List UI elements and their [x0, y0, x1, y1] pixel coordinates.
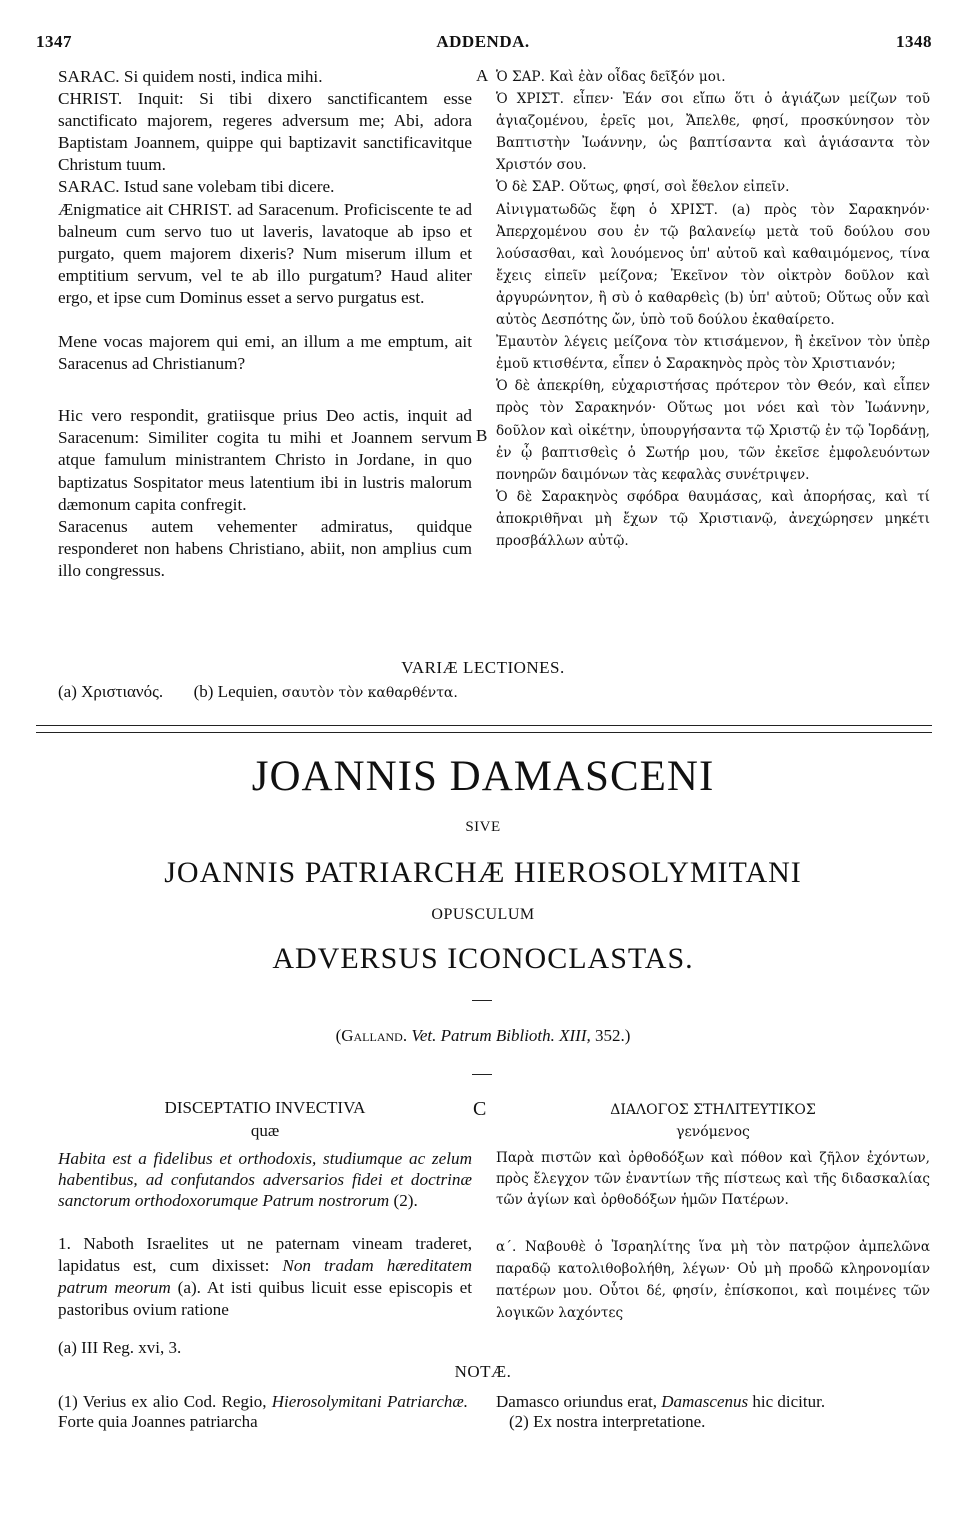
greek-paragraph: Ὁ ΧΡΙΣΤ. εἶπεν· Ἐάν σοι εἴπω ὅτι ὁ ἁγιάζων μείζων τοῦ ἁγιαζομένου, ἐρεῖς μοι, Ἄπελθε, φησί, προσκύνησον τὸν Βαπτιστὴν Ἰωάννην, ὡς βαπτίσαντα καὶ ἁγιάσαντα τὸν Χριστόν σου. — [496, 91, 930, 174]
work-title-author: JOANNIS DAMASCENI — [251, 753, 715, 800]
notae-heading: NOTÆ. — [454, 1362, 512, 1381]
work-title-opusculum: OPUSCULUM — [431, 906, 535, 923]
greek-paragraph: Ὁ δὲ Σαρακηνὸς σφόδρα θαυμάσας, καὶ ἀπορήσας, καὶ τί ἀποκριθῆναι μὴ ἔχων τῷ Χριστιανῷ, ἀνεχώρησεν μηκέτι προσβάλλων αὐτῷ. — [496, 488, 930, 549]
note-1 — [58, 1392, 468, 1432]
greek-text-column — [496, 66, 930, 552]
latin-paragraph: CHRIST. Inquit: Si tibi dixero sanctificantem esse sanctificato majorem, regeres adversum me; Abi, adora Baptistam Joannem, quippe qui baptizavit sanctificavitque Christum tuum. — [58, 89, 472, 175]
note-2: (2) Ex nostra interpretatione. — [509, 1412, 706, 1431]
latin-paragraph: Hic vero respondit, gratiisque prius Deo actis, inquit ad Saracenum: Similiter cogita tu mihi et Joannem servum atque famulum ministrantem Christo in Jordane, in quo baptizatus Sospitator meus latentium ibi in lustris malorum dæmonum capita confregit. — [58, 406, 472, 514]
latin-section-description — [58, 1148, 472, 1211]
spacer — [58, 375, 472, 405]
source-citation — [0, 1026, 966, 1046]
paragraph-number: 1. — [58, 1234, 71, 1253]
variant-reading-a — [58, 682, 458, 704]
page-number-left: 1347 — [36, 32, 72, 51]
section-marker-c: C — [473, 1098, 487, 1120]
latin-section-sub: quæ — [250, 1121, 280, 1140]
page-number-right: 1348 — [896, 32, 932, 51]
note-1-cont-italic: Damascenus — [661, 1392, 749, 1411]
latin-para-end: At isti quibus licuit esse episcopis et pastoribus ovium ratione — [58, 1278, 473, 1320]
latin-description-text: Habita est a fidelibus et orthodoxis, studiumque ac zelum habentibus, ad confutandos adversarios fidei et doctrinæ sanctorum orthodoxorumque Patrum nostrorum — [58, 1149, 472, 1210]
note-1-continuation — [496, 1392, 930, 1412]
citation-work: Vet. Patrum Biblioth. XIII, — [411, 1026, 591, 1045]
latin-paragraph: Ænigmatice ait CHRIST. ad Saracenum. Proficiscente te ad balneum cum servo tuo ut laveris, lavatoque ab ipso et purgato, quem majorem dixeris? Num miserum illum et emptitium servum, vel te ab illo purgatum? Haud aliter ergo, et ipse cum Dominus esset a servo purgatus est. — [58, 199, 472, 307]
citation-paren: ( — [335, 1026, 342, 1045]
work-title-adversus: ADVERSUS ICONOCLASTAS. — [272, 942, 694, 975]
latin-paragraph: Mene vocas majorem qui emi, an illum a me emptum, ait Saracenus ad Christianum? — [58, 332, 472, 374]
work-title-patriarch: JOANNIS PATRIARCHÆ HIEROSOLYMITANI — [164, 856, 802, 889]
latin-paragraph-1 — [58, 1233, 472, 1321]
greek-section-sub: γενόμενος — [676, 1124, 750, 1140]
running-title: ADDENDA. — [436, 32, 530, 51]
greek-section-heading: ΔΙΑΛΟΓΟΣ ΣΤΗΛΙΤΕΥΤΙΚΟΣ — [610, 1102, 816, 1118]
citation-author: Galland. — [341, 1026, 408, 1045]
divider-rule — [36, 725, 932, 726]
latin-paragraph: Saracenus autem vehementer admiratus, quidque responderet non habens Christiano, abiit, non amplius cum illo congressus. — [58, 516, 472, 580]
section-marker-a: A — [476, 66, 489, 85]
latin-footnote: (a) III Reg. xvi, 3. — [58, 1338, 182, 1357]
latin-section-heading: DISCEPTATIO INVECTIVA — [164, 1098, 366, 1117]
divider-rule — [36, 732, 932, 733]
note-1-start: (1) Verius ex alio Cod. Regio, — [58, 1392, 267, 1411]
note-1-italic: Hierosolymitani Patriarchæ. — [271, 1392, 469, 1411]
latin-para-start: Naboth Israelites ut ne paternam vineam traderet, lapidatus est, cum dixisset: — [58, 1234, 473, 1276]
note-1-cont-end: hic dicitur. — [752, 1392, 826, 1411]
latin-text-column — [58, 66, 472, 582]
greek-section-description: Παρὰ πιστῶν καὶ ὀρθοδόξων καὶ πόθον καὶ ζῆλον ἐχόντων, πρὸς ἔλεγχον τῶν ἐναντίων τῆς πίστεως καὶ τῆς διδασκαλίας τῶν ἁγίων καὶ ὀρθοδόξων ἡμῶν Πατέρων. — [496, 1150, 930, 1208]
work-title-sive: SIVE — [465, 819, 501, 835]
spacer — [58, 309, 472, 331]
note-1-end: Forte quia Joannes patriarcha — [58, 1412, 258, 1431]
latin-para-quote: Non tradam hæreditatem patrum meorum — [58, 1256, 472, 1298]
greek-paragraph: Ἐμαυτὸν λέγεις μείζονα τὸν κτισάμενον, ἢ ἐκεῖνον τὸν ὑπὲρ ἐμοῦ κτισθέντα, εἶπεν ὁ Σαρακηνὸς πρὸς τὸν Χριστιανόν; — [496, 334, 930, 373]
latin-description-ref: (2). — [393, 1191, 418, 1210]
variant-b-label: (b) Lequien, — [193, 682, 278, 701]
variant-b-greek: σαυτὸν τὸν καθαρθέντα. — [281, 685, 458, 701]
variae-heading: VARIÆ LECTIONES. — [401, 658, 565, 677]
greek-paragraph: Ὁ ΣΑΡ. Καὶ ἐὰν οἶδας δεῖξόν μοι. — [496, 69, 726, 85]
title-dash — [472, 1000, 492, 1001]
section-marker-b: B — [476, 426, 488, 445]
latin-paragraph: SARAC. Si quidem nosti, indica mihi. — [58, 67, 323, 86]
latin-paragraph: SARAC. Istud sane volebam tibi dicere. — [58, 177, 335, 197]
greek-paragraph: Ὁ δὲ ΣΑΡ. Οὕτως, φησί, σοὶ ἔθελον εἰπεῖν. — [496, 179, 790, 196]
citation-number: 352.) — [595, 1026, 631, 1045]
greek-paragraph-1: α΄. Ναβουθὲ ὁ Ἰσραηλίτης ἵνα μὴ τὸν πατρῷον ἀμπελῶνα παραδῷ κατολιθοβολήθη, λέγων· Οὐ μὴ προδῶ κληρονομίαν πατέρων μου. Οὗτοι δέ, φησίν, ἐπίσκοποι, καὶ ποιμένες τῶν λογικῶν λαχόντες — [496, 1239, 930, 1322]
greek-paragraph: Αἰνιγματωδῶς ἔφη ὁ ΧΡΙΣΤ. (a) πρὸς τὸν Σαρακηνόν· Ἀπερχομένου σου ἐν τῷ βαλανείῳ μετὰ τοῦ δούλου σου λούσασθαι, καὶ λουόμενος ὑπ' αὐτοῦ καὶ καθαιμόμενος, τίνα ἔχεις εἰπεῖν μείζονα; Ἐκεῖνον τὸν οἰκτρὸν δοῦλον καὶ ἀργυρώνητον, ἢ σὺ ὁ καθαρθεὶς (b) ὑπ' αὐτοῦ; Οὕτως οὖν καὶ αὐτὸς Δεσπότης ὤν, ὑπὸ τοῦ δούλου ἐκαθαίρετο. — [496, 201, 930, 329]
title-dash — [472, 1074, 492, 1075]
variant-a-text: (a) Χριστιανός. — [58, 682, 164, 701]
latin-para-ref: (a). — [177, 1278, 201, 1298]
note-1-cont-start: Damasco oriundus erat, — [496, 1392, 657, 1411]
greek-paragraph: Ὁ δὲ ἀπεκρίθη, εὐχαριστήσας πρότερον τὸν Θεόν, καὶ εἶπεν πρὸς τὸν Σαρακηνόν· Οὕτως μοι νόει καὶ τὸν Ἰωάννην, δοῦλον καὶ οἰκέτην, ὑπουργήσαντα τῷ Χριστῷ ἐν τῷ Ἰορδάνῃ, ἐν ᾧ βαπτισθεὶς ὁ Σωτήρ μου, τῶν ἐκεῖσε ἐμφολευόντων πονηρῶν δαιμόνων τὰς κεφαλὰς συνέτριψεν. — [496, 378, 930, 483]
